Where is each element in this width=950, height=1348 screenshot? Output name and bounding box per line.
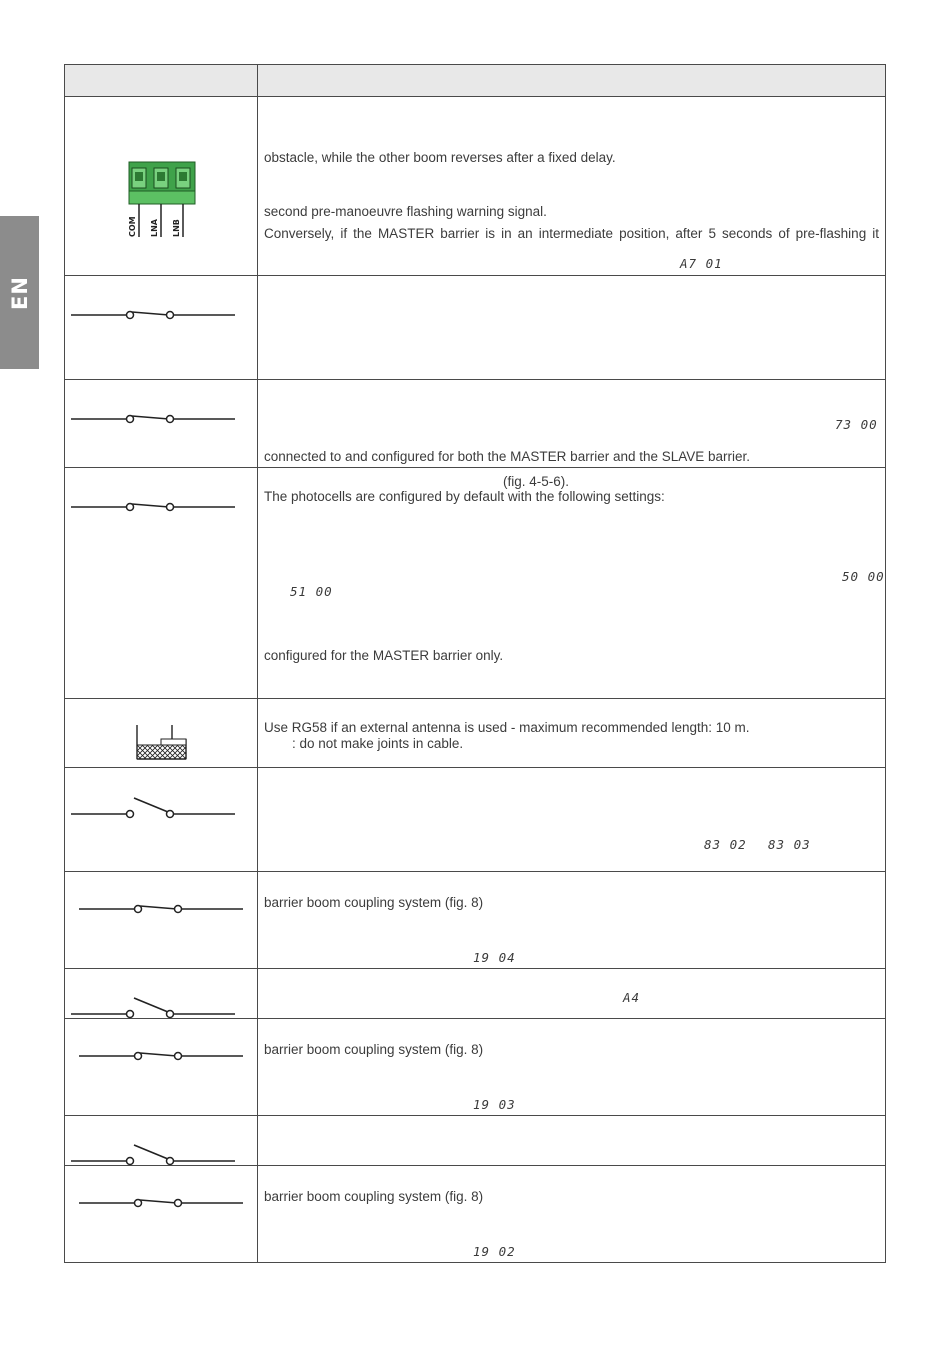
row-divider — [65, 871, 885, 872]
display-code: 19 02 — [473, 1244, 516, 1259]
display-code: A4 — [623, 990, 641, 1005]
table-header — [65, 65, 885, 97]
row-divider — [65, 379, 885, 380]
display-code: 19 04 — [473, 950, 516, 965]
row-text: connected to and configured for both the MASTER barrier and the SLAVE barrier. — [264, 449, 751, 464]
no-contact-symbol-icon — [71, 792, 237, 820]
no-contact-symbol-icon — [71, 1139, 237, 1167]
row-divider — [65, 698, 885, 699]
row-text: barrier boom coupling system (fig. 8) — [264, 1042, 484, 1057]
column-divider — [257, 65, 258, 1262]
row-divider — [65, 767, 885, 768]
display-code: 83 02 — [704, 837, 747, 852]
nc-contact-symbol-icon — [79, 1193, 245, 1209]
display-code: 73 00 — [835, 417, 878, 432]
row-text: barrier boom coupling system (fig. 8) — [264, 1189, 484, 1204]
language-tab — [0, 216, 39, 369]
row-divider — [65, 1115, 885, 1116]
display-code: 51 00 — [290, 584, 333, 599]
display-code: 50 00 — [842, 569, 885, 584]
nc-contact-symbol-icon — [79, 899, 245, 915]
terminal-label-lna: LNA — [150, 219, 159, 237]
antenna-icon — [135, 723, 189, 763]
row-divider — [65, 275, 885, 276]
row-divider — [65, 467, 885, 468]
row-text: Use RG58 if an external antenna is used - maximum recommended length: 10 m. — [264, 720, 750, 735]
nc-contact-symbol-icon — [71, 409, 237, 425]
row-text: obstacle, while the other boom reverses after a fixed delay. — [264, 150, 616, 165]
row-text: configured for the MASTER barrier only. — [264, 648, 504, 663]
row-text: second pre-manoeuvre flashing warning signal. — [264, 204, 547, 219]
row-divider — [65, 968, 885, 969]
terminal-description-table — [64, 64, 886, 1263]
row-text: The photocells are configured by default with the following settings: — [264, 489, 665, 504]
row-text: : do not make joints in cable. — [292, 736, 464, 751]
row-text: Conversely, if the MASTER barrier is in an intermediate position, after 5 seconds of pre-flashing it — [264, 226, 879, 241]
display-code: A7 01 — [680, 256, 723, 271]
row-text: (fig. 4-5-6). — [503, 474, 570, 489]
display-code: 83 03 — [768, 837, 811, 852]
row-text: barrier boom coupling system (fig. 8) — [264, 895, 484, 910]
nc-contact-symbol-icon — [71, 305, 237, 321]
terminal-label-com: COM — [128, 216, 137, 237]
terminal-block-icon — [128, 161, 198, 246]
nc-contact-symbol-icon — [79, 1046, 245, 1062]
terminal-label-lnb: LNB — [172, 219, 181, 237]
nc-contact-symbol-icon — [71, 497, 237, 513]
language-tab-label: EN — [7, 275, 32, 310]
display-code: 19 03 — [473, 1097, 516, 1112]
no-contact-symbol-icon — [71, 992, 237, 1020]
